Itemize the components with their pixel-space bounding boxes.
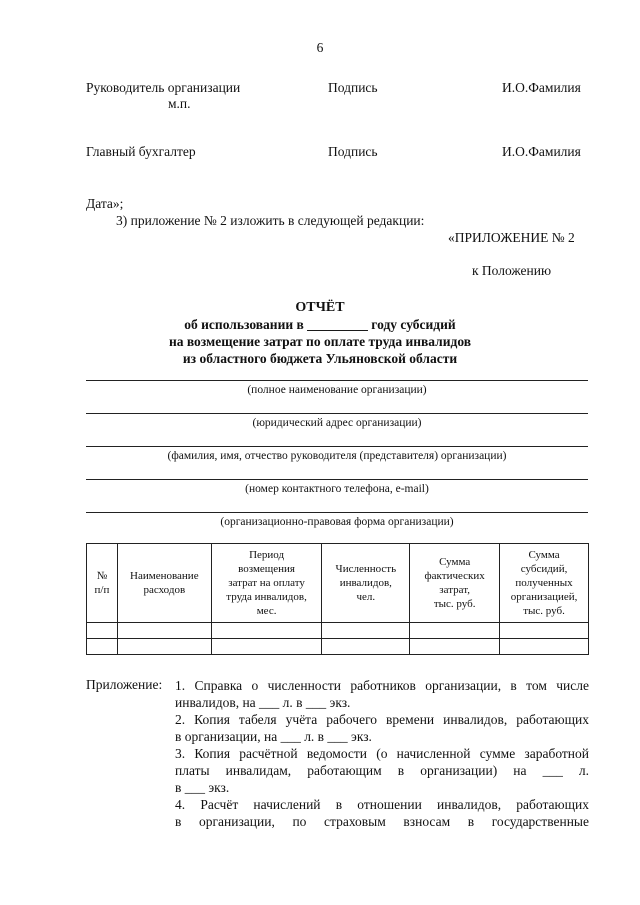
stamp-label: м.п.	[168, 96, 191, 111]
annex-item-1-line-2: инвалидов, на ___ л. в ___ экз.	[175, 695, 351, 710]
annex-item-1-line-1: 1. Справка о численности работников организации, в том числе	[175, 678, 589, 693]
report-title: ОТЧЁТ	[295, 300, 345, 315]
name-label: И.О.Фамилия	[502, 80, 581, 95]
field-caption-legal-form: (организационно-правовая форма организации)	[220, 516, 454, 528]
field-caption-address: (юридический адрес организации)	[252, 417, 422, 429]
annex-item-2-line-1: 2. Копия табеля учёта рабочего времени инвалидов, работающих	[175, 712, 589, 727]
table-cell[interactable]	[410, 623, 500, 639]
field-line-address	[86, 413, 588, 414]
table-cell[interactable]	[211, 639, 322, 655]
date-label: Дата»;	[86, 196, 124, 211]
field-line-contacts	[86, 479, 588, 480]
field-caption-org-name: (полное наименование организации)	[247, 384, 427, 396]
accountant-name-label: И.О.Фамилия	[502, 144, 581, 159]
annex-item-4-line-2: в организации, по страховым взносам в государственные	[175, 814, 589, 829]
appendix-ref: к Положению	[472, 263, 552, 278]
annex-item-2-line-2: в организации, на ___ л. в ___ экз.	[175, 729, 372, 744]
accountant-label: Главный бухгалтер	[86, 144, 196, 159]
table-cell[interactable]	[117, 639, 211, 655]
field-caption-contacts: (номер контактного телефона, e-mail)	[245, 483, 429, 495]
header-cell-actual-costs: Сумма фактических затрат, тыс. руб.	[410, 544, 500, 623]
accountant-signature-label: Подпись	[328, 144, 378, 159]
field-line-legal-form	[86, 512, 588, 513]
table-cell[interactable]	[322, 639, 410, 655]
header-cell-subsidies: Сумма субсидий, полученных организацией, тыс. руб.	[500, 544, 589, 623]
field-caption-head-name: (фамилия, имя, отчество руководителя (представителя) организации)	[167, 450, 507, 462]
amendment-line: 3) приложение № 2 изложить в следующей редакции:	[116, 213, 425, 228]
annex-item-3-line-2: платы инвалидам, работающим в организации) на ___ л.	[175, 763, 589, 778]
table-cell[interactable]	[87, 639, 118, 655]
header-cell-expense-name: Наименование расходов	[117, 544, 211, 623]
header-cell-headcount: Численность инвалидов, чел.	[322, 544, 410, 623]
annex-label: Приложение:	[86, 677, 163, 692]
annex-item-3-line-3: в ___ экз.	[175, 780, 230, 795]
table-header-row	[87, 544, 589, 623]
table-cell[interactable]	[87, 623, 118, 639]
table-cell[interactable]	[410, 639, 500, 655]
head-label: Руководитель организации	[86, 80, 241, 95]
table-cell[interactable]	[211, 623, 322, 639]
table-row	[87, 639, 589, 655]
table-cell[interactable]	[500, 639, 589, 655]
annex-item-3-line-1: 3. Копия расчётной ведомости (о начисленной сумме заработной	[175, 746, 589, 761]
signature-label: Подпись	[328, 80, 378, 95]
expenses-table	[86, 543, 589, 655]
page-number: 6	[316, 40, 324, 55]
annex-item-4-line-1: 4. Расчёт начислений в отношении инвалидов, работающих	[175, 797, 589, 812]
report-subtitle-1: об использовании в _________ году субсидий	[184, 317, 456, 332]
report-subtitle-2: на возмещение затрат по оплате труда инвалидов	[168, 334, 472, 349]
field-line-head-name	[86, 446, 588, 447]
header-cell-number: № п/п	[87, 544, 118, 623]
table-row	[87, 623, 589, 639]
table-cell[interactable]	[500, 623, 589, 639]
report-subtitle-3: из областного бюджета Ульяновской области	[182, 351, 458, 366]
table-cell[interactable]	[322, 623, 410, 639]
field-line-org-name	[86, 380, 588, 381]
appendix-heading: «ПРИЛОЖЕНИЕ № 2	[448, 230, 575, 245]
header-cell-period: Период возмещения затрат на оплату труда инвалидов, мес.	[211, 544, 322, 623]
table-cell[interactable]	[117, 623, 211, 639]
